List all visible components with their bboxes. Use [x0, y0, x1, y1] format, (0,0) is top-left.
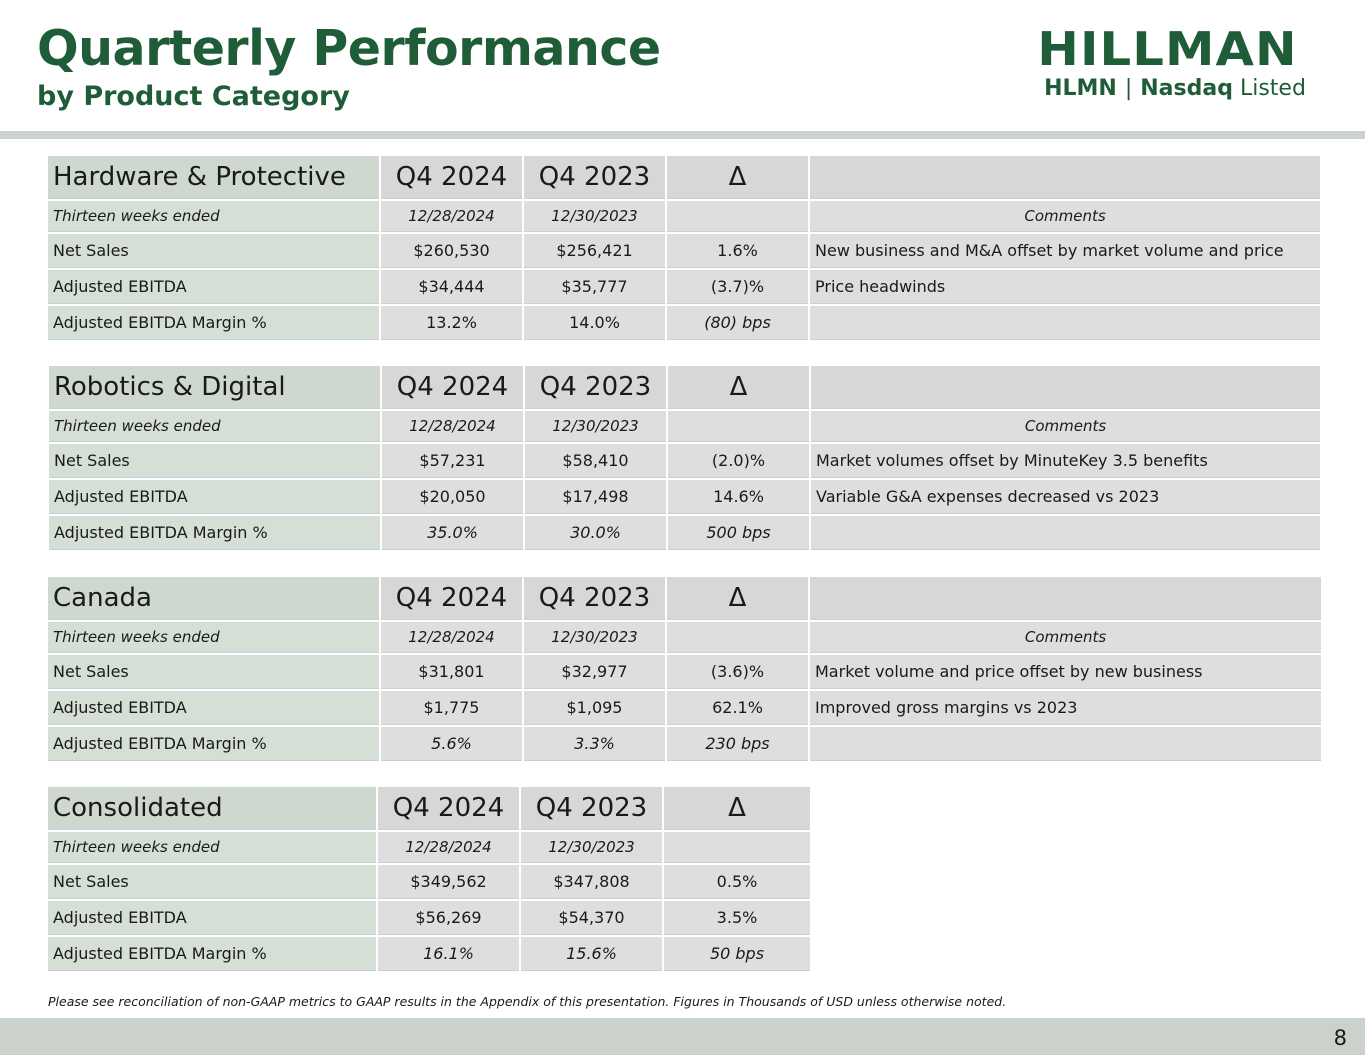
column-header-q4-2023: Q4 2023: [524, 577, 665, 620]
row-comment: Market volumes offset by MinuteKey 3.5 benefits: [811, 444, 1320, 478]
table-row: [48, 306, 1320, 340]
table-row: [48, 655, 1321, 689]
row-label: Adjusted EBITDA: [49, 480, 380, 514]
value-prior: $58,410: [525, 444, 666, 478]
table-subheader-row: [48, 201, 1320, 232]
table-subheader-row: [49, 411, 1320, 442]
value-delta: (2.0)%: [668, 444, 809, 478]
value-current: $56,269: [378, 901, 519, 935]
row-label: Net Sales: [48, 234, 379, 268]
value-delta: 1.6%: [667, 234, 808, 268]
row-comment: [811, 516, 1320, 550]
value-current: $31,801: [381, 655, 522, 689]
logo-listed: Listed: [1239, 76, 1306, 101]
delta-blank: [664, 832, 810, 863]
value-delta: (3.6)%: [667, 655, 808, 689]
value-prior: 15.6%: [521, 937, 662, 971]
date-current: 12/28/2024: [378, 832, 519, 863]
value-delta: 50 bps: [664, 937, 810, 971]
table-header-row: [49, 366, 1320, 409]
column-header-delta: Δ: [668, 366, 809, 409]
row-comment: Market volume and price offset by new business: [810, 655, 1321, 689]
page-number: 8: [1333, 1026, 1347, 1050]
value-current: $1,775: [381, 691, 522, 725]
value-delta: (3.7)%: [667, 270, 808, 304]
table-row: [48, 691, 1321, 725]
date-prior: 12/30/2023: [521, 832, 662, 863]
value-prior: $35,777: [524, 270, 665, 304]
section-title: Robotics & Digital: [49, 366, 380, 409]
column-header-delta: Δ: [664, 787, 810, 830]
delta-blank: [667, 201, 808, 232]
date-prior: 12/30/2023: [524, 622, 665, 653]
column-header-delta: Δ: [667, 156, 808, 199]
value-prior: $1,095: [524, 691, 665, 725]
logo-tagline: [1040, 76, 1310, 101]
delta-blank: [668, 411, 809, 442]
value-current: 5.6%: [381, 727, 522, 761]
table-row: [49, 480, 1320, 514]
row-label: Net Sales: [48, 865, 376, 899]
comments-header: Comments: [811, 411, 1320, 442]
value-delta: 62.1%: [667, 691, 808, 725]
footer-bar: [0, 1018, 1365, 1055]
value-prior: $54,370: [521, 901, 662, 935]
table-row: [49, 516, 1320, 550]
column-header-q4-2024: Q4 2024: [382, 366, 523, 409]
row-comment: Price headwinds: [810, 270, 1320, 304]
column-header-q4-2024: Q4 2024: [381, 577, 522, 620]
section-title: Hardware & Protective: [48, 156, 379, 199]
table-row: [48, 727, 1321, 761]
row-comment: Improved gross margins vs 2023: [810, 691, 1321, 725]
page-title: Quarterly Performance: [37, 20, 661, 77]
value-current: $20,050: [382, 480, 523, 514]
value-current: $57,231: [382, 444, 523, 478]
value-current: $349,562: [378, 865, 519, 899]
comments-header: Comments: [810, 201, 1320, 232]
table-consolidated: [46, 785, 812, 973]
value-prior: $32,977: [524, 655, 665, 689]
date-current: 12/28/2024: [382, 411, 523, 442]
table-hardware-protective: [46, 154, 1322, 342]
section-title: Canada: [48, 577, 379, 620]
table-row: [49, 444, 1320, 478]
value-delta: 230 bps: [667, 727, 808, 761]
logo-ticker: HLMN: [1044, 76, 1117, 101]
hillman-logo: [985, 22, 1350, 106]
table-row: [48, 865, 810, 899]
row-label: Adjusted EBITDA Margin %: [48, 306, 379, 340]
section-title: Consolidated: [48, 787, 376, 830]
value-current: 35.0%: [382, 516, 523, 550]
row-label: Adjusted EBITDA: [48, 901, 376, 935]
logo-wordmark: HILLMAN: [1037, 22, 1298, 76]
period-label: Thirteen weeks ended: [48, 201, 379, 232]
period-label: Thirteen weeks ended: [48, 832, 376, 863]
date-current: 12/28/2024: [381, 622, 522, 653]
table-row: [48, 937, 810, 971]
row-label: Net Sales: [49, 444, 380, 478]
value-delta: 14.6%: [668, 480, 809, 514]
value-current: 13.2%: [381, 306, 522, 340]
table-subheader-row: [48, 622, 1321, 653]
comments-header: Comments: [810, 622, 1321, 653]
date-current: 12/28/2024: [381, 201, 522, 232]
column-header-delta: Δ: [667, 577, 808, 620]
value-current: 16.1%: [378, 937, 519, 971]
value-current: $260,530: [381, 234, 522, 268]
row-label: Net Sales: [48, 655, 379, 689]
column-header-blank: [810, 577, 1321, 620]
table-row: [48, 270, 1320, 304]
row-comment: [810, 306, 1320, 340]
header-divider: [0, 131, 1365, 139]
page-subtitle: by Product Category: [37, 81, 350, 112]
table-canada: [46, 575, 1323, 763]
table-subheader-row: [48, 832, 810, 863]
row-label: Adjusted EBITDA Margin %: [49, 516, 380, 550]
value-prior: $347,808: [521, 865, 662, 899]
logo-separator: |: [1124, 76, 1133, 101]
value-delta: (80) bps: [667, 306, 808, 340]
delta-blank: [667, 622, 808, 653]
row-label: Adjusted EBITDA Margin %: [48, 937, 376, 971]
table-row: [48, 901, 810, 935]
column-header-q4-2024: Q4 2024: [381, 156, 522, 199]
row-label: Adjusted EBITDA Margin %: [48, 727, 379, 761]
row-comment: New business and M&A offset by market volume and price: [810, 234, 1320, 268]
column-header-q4-2023: Q4 2023: [521, 787, 662, 830]
value-delta: 3.5%: [664, 901, 810, 935]
row-comment: [810, 727, 1321, 761]
value-current: $34,444: [381, 270, 522, 304]
value-prior: $256,421: [524, 234, 665, 268]
value-prior: 3.3%: [524, 727, 665, 761]
row-label: Adjusted EBITDA: [48, 270, 379, 304]
column-header-q4-2023: Q4 2023: [524, 156, 665, 199]
row-label: Adjusted EBITDA: [48, 691, 379, 725]
column-header-blank: [811, 366, 1320, 409]
period-label: Thirteen weeks ended: [49, 411, 380, 442]
table-header-row: [48, 577, 1321, 620]
row-comment: Variable G&A expenses decreased vs 2023: [811, 480, 1320, 514]
value-prior: 30.0%: [525, 516, 666, 550]
column-header-blank: [810, 156, 1320, 199]
period-label: Thirteen weeks ended: [48, 622, 379, 653]
table-header-row: [48, 156, 1320, 199]
table-row: [48, 234, 1320, 268]
column-header-q4-2024: Q4 2024: [378, 787, 519, 830]
logo-exchange: Nasdaq: [1140, 76, 1233, 101]
value-delta: 0.5%: [664, 865, 810, 899]
date-prior: 12/30/2023: [525, 411, 666, 442]
column-header-q4-2023: Q4 2023: [525, 366, 666, 409]
table-header-row: [48, 787, 810, 830]
value-prior: $17,498: [525, 480, 666, 514]
footnote: Please see reconciliation of non-GAAP metrics to GAAP results in the Appendix of this presentation. Figures in Thousands of USD unless otherwise noted.: [48, 994, 1007, 1009]
value-delta: 500 bps: [668, 516, 809, 550]
value-prior: 14.0%: [524, 306, 665, 340]
date-prior: 12/30/2023: [524, 201, 665, 232]
table-robotics-digital: [47, 364, 1322, 552]
